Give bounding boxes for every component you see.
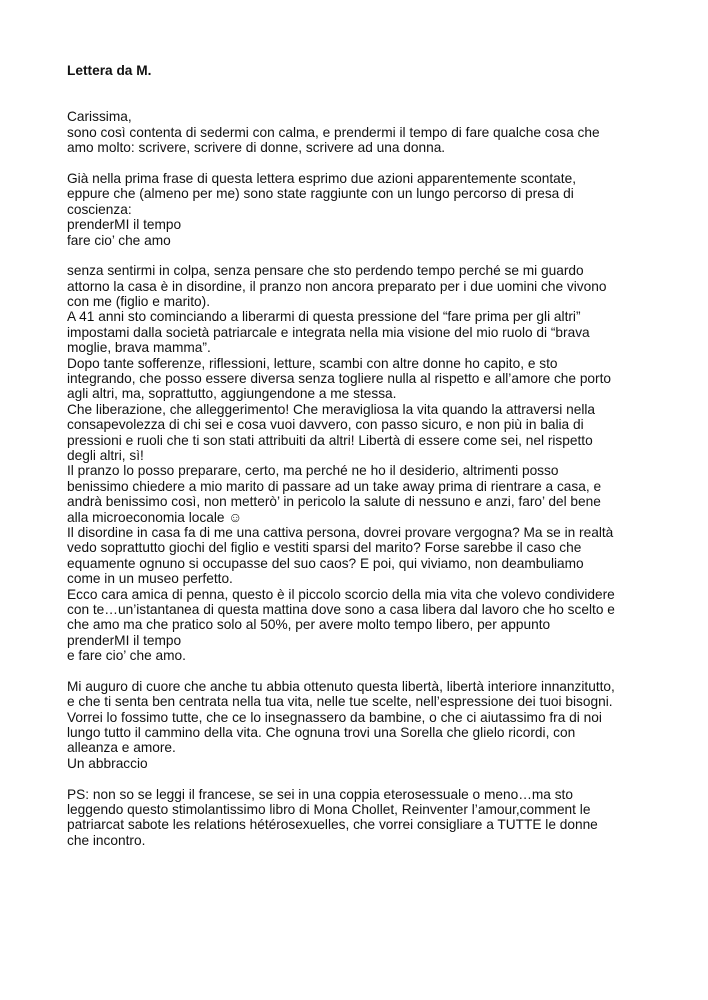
text-line: impostami dalla società patriarcale e integrata nella mia visione del mio ruolo di “brava	[67, 324, 590, 340]
letter-title: Lettera da M.	[67, 63, 152, 78]
paragraph-gap	[67, 248, 657, 263]
text-line: fare cio’ che amo	[67, 232, 171, 248]
text-line: Mi auguro di cuore che anche tu abbia ottenuto questa libertà, libertà interiore innanzitutto,	[67, 678, 615, 694]
text-line: attorno la casa è in disordine, il pranzo non ancora preparato per i due uomini che vivono	[67, 278, 607, 294]
text-line: A 41 anni sto cominciando a liberarmi di questa pressione del “fare prima per gli altri”	[67, 309, 581, 325]
text-line: e che ti senta ben centrata nella tua vita, nelle tue scelte, nell’espressione dei tuoi bisogni.	[67, 694, 613, 710]
text-line: Vorrei lo fossimo tutte, che ce lo insegnassero da bambine, o che ci aiutassimo fra di noi	[67, 709, 602, 725]
text-line: PS: non so se leggi il francese, se sei in una coppia eterosessuale o meno…ma sto	[67, 786, 573, 802]
text-line: senza sentirmi in colpa, senza pensare che sto perdendo tempo perché se mi guardo	[67, 263, 584, 279]
text-line: prenderMI il tempo	[67, 632, 182, 648]
text-line: integrando, che posso essere diversa senza togliere nulla al rispetto e all’amore che porto	[67, 371, 612, 387]
text-line: alleanza e amore.	[67, 740, 176, 756]
text-line: prenderMI il tempo	[67, 217, 182, 233]
text-line: moglie, brava mamma”.	[67, 340, 211, 356]
text-line: con te…un’istantanea di questa mattina dove sono a casa libera dal lavoro che ho scelto e	[67, 601, 615, 617]
text-line: Già nella prima frase di questa lettera esprimo due azioni apparentemente scontate,	[67, 170, 577, 186]
text-line: coscienza:	[67, 201, 132, 217]
text-line: Carissima,	[67, 109, 132, 125]
paragraph-gap	[67, 771, 657, 786]
text-line: agli altri, ma, soprattutto, aggiungendone a me stessa.	[67, 386, 397, 402]
text-line: Il pranzo lo posso preparare, certo, ma perché ne ho il desiderio, altrimenti posso	[67, 463, 559, 479]
text-line: eppure che (almeno per me) sono state raggiunte con un lungo percorso di presa di	[67, 186, 574, 202]
text-line: benissimo chiedere a mio marito di passare ad un take away prima di rientrare a casa, e	[67, 478, 602, 494]
text-line: e fare cio’ che amo.	[67, 648, 186, 664]
text-line: lungo tutto il cammino della vita. Che ognuna trovi una Sorella che glielo ricordi, con	[67, 725, 576, 741]
text-line: equamente ognuno si occupasse del suo caos? E poi, qui viviamo, non deambuliamo	[67, 555, 584, 571]
text-line: Ecco cara amica di penna, questo è il piccolo scorcio della mia vita che volevo condividere	[67, 586, 615, 602]
text-line: alla microeconomia locale ☺	[67, 509, 243, 525]
text-line: andrà benissimo così, non metterò’ in pericolo la salute di nessuno e anzi, faro’ del bene	[67, 494, 601, 510]
text-line: patriarcat sabote les relations hétérosexuelles, che vorrei consigliare a TUTTE le donne	[67, 817, 598, 833]
text-line: Il disordine in casa fa di me una cattiva persona, dovrei provare vergogna? Ma se in realtà	[67, 524, 614, 540]
text-line: amo molto: scrivere, scrivere di donne, scrivere ad una donna.	[67, 140, 446, 156]
letter-body	[67, 63, 657, 848]
text-line: Che liberazione, che alleggerimento! Che meravigliosa la vita quando la attraversi nella	[67, 401, 596, 417]
text-line: vedo soprattutto giochi del figlio e vestiti sparsi del marito? Forse sarebbe il caso che	[67, 540, 582, 556]
letter-text	[67, 109, 657, 848]
text-line: Un abbraccio	[67, 755, 148, 771]
text-line: con me (figlio e marito).	[67, 294, 211, 310]
paragraph-gap	[67, 156, 657, 171]
text-line: che incontro.	[67, 832, 146, 848]
paragraph-gap	[67, 663, 657, 678]
text-line: che amo ma che pratico solo al 50%, per avere molto tempo libero, per appunto	[67, 617, 551, 633]
text-line: consapevolezza di chi sei e cosa vuoi davvero, con passo sicuro, e non più in balia di	[67, 417, 584, 433]
text-line: pressioni e ruoli che ti son stati attribuiti da altri! Libertà di essere come sei, nel rispetto	[67, 432, 593, 448]
text-line: leggendo questo stimolantissimo libro di Mona Chollet, Reinventer l’amour,comment le	[67, 801, 591, 817]
text-line: degli altri, sì!	[67, 448, 144, 463]
text-line: sono così contenta di sedermi con calma, e prendermi il tempo di fare qualche cosa che	[67, 124, 600, 140]
text-line: come in un museo perfetto.	[67, 571, 233, 587]
text-line: Dopo tante sofferenze, riflessioni, letture, scambi con altre donne ho capito, e sto	[67, 355, 558, 371]
